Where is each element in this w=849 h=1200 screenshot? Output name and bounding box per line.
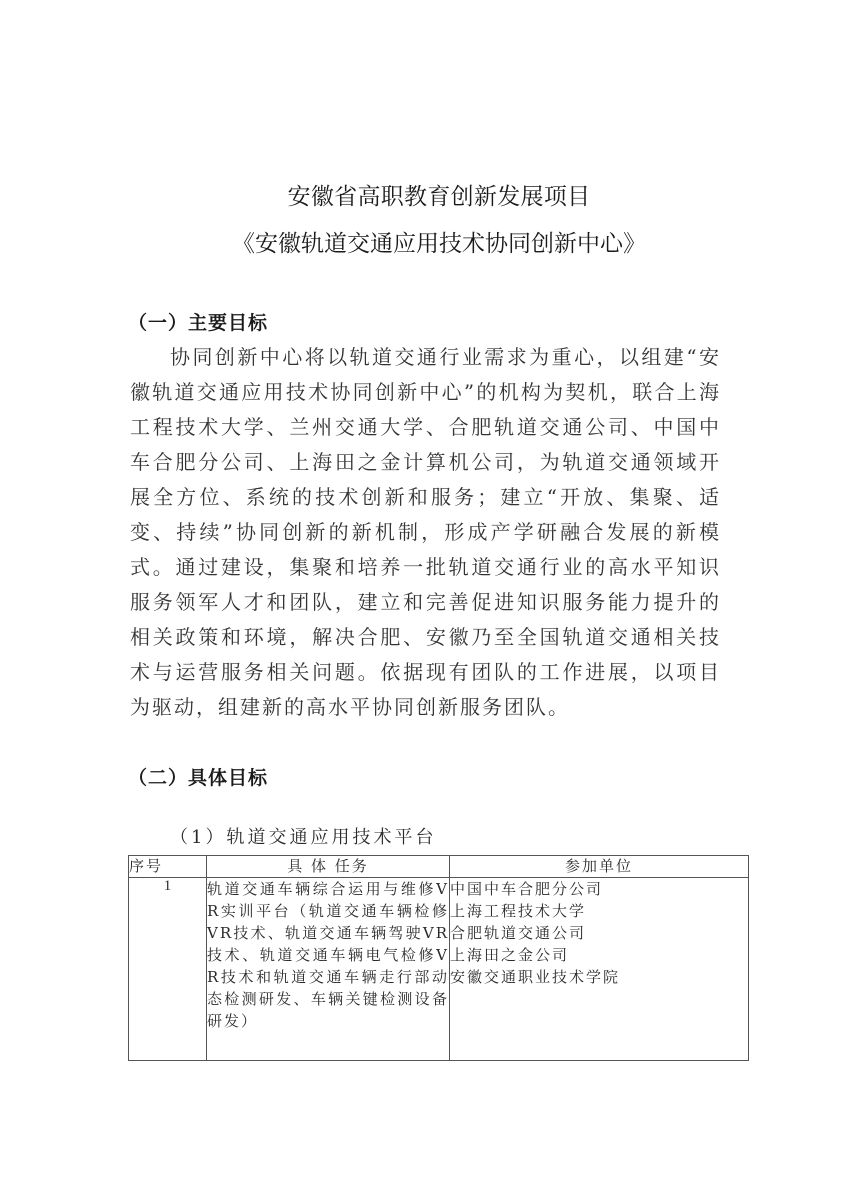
section-heading-main-goals: （一）主要目标 xyxy=(128,312,269,334)
unit-item: 中国中车合肥分公司 xyxy=(450,880,604,898)
unit-item: 上海工程技术大学 xyxy=(450,902,587,920)
header-serial-number: 序号 xyxy=(129,856,207,878)
task-table xyxy=(128,855,749,1061)
unit-item: 上海田之金公司 xyxy=(450,946,570,964)
header-task: 具 体 任务 xyxy=(207,856,450,878)
row-participating-units xyxy=(450,878,749,1061)
table-header-row xyxy=(129,856,749,878)
unit-item: 安徽交通职业技术学院 xyxy=(450,968,621,986)
section-heading-specific-goals: （二）具体目标 xyxy=(128,767,269,789)
header-participating-units: 参加单位 xyxy=(450,856,749,878)
document-subtitle: 《安徽轨道交通应用技术协同创新中心》 xyxy=(232,231,646,257)
platform-subheading: （1）轨道交通应用技术平台 xyxy=(170,827,437,848)
row-task-description: 轨道交通车辆综合运用与维修VR实训平台（轨道交通车辆检修VR技术、轨道交通车辆驾驶VR技术、轨道交通车辆电气检修VR技术和轨道交通车辆走行部动态检测研发、车辆关键检测设备研发） xyxy=(207,878,450,1061)
row-serial-number: 1 xyxy=(129,878,207,1061)
main-goals-paragraph: 协同创新中心将以轨道交通行业需求为重心，以组建“安徽轨道交通应用技术协同创新中心”的机构为契机，联合上海工程技术大学、兰州交通大学、合肥轨道交通公司、中国中车合肥分公司、上海田之金计算机公司，为轨道交通领域开展全方位、系统的技术创新和服务；建立“开放、集聚、适变、持续”协同创新的新机制，形成产学研融合发展的新模式。通过建设，集聚和培养一批轨道交通行业的高水平知识服务领军人才和团队，建立和完善促进知识服务能力提升的相关政策和环境，解决合肥、安徽乃至全国轨道交通相关技术与运营服务相关问题。依据现有团队的工作进展，以项目为驱动，组建新的高水平协同创新服务团队。 xyxy=(130,345,721,719)
table-row xyxy=(129,878,749,1061)
document-title: 安徽省高职教育创新发展项目 xyxy=(287,184,591,210)
unit-item: 合肥轨道交通公司 xyxy=(450,924,587,942)
